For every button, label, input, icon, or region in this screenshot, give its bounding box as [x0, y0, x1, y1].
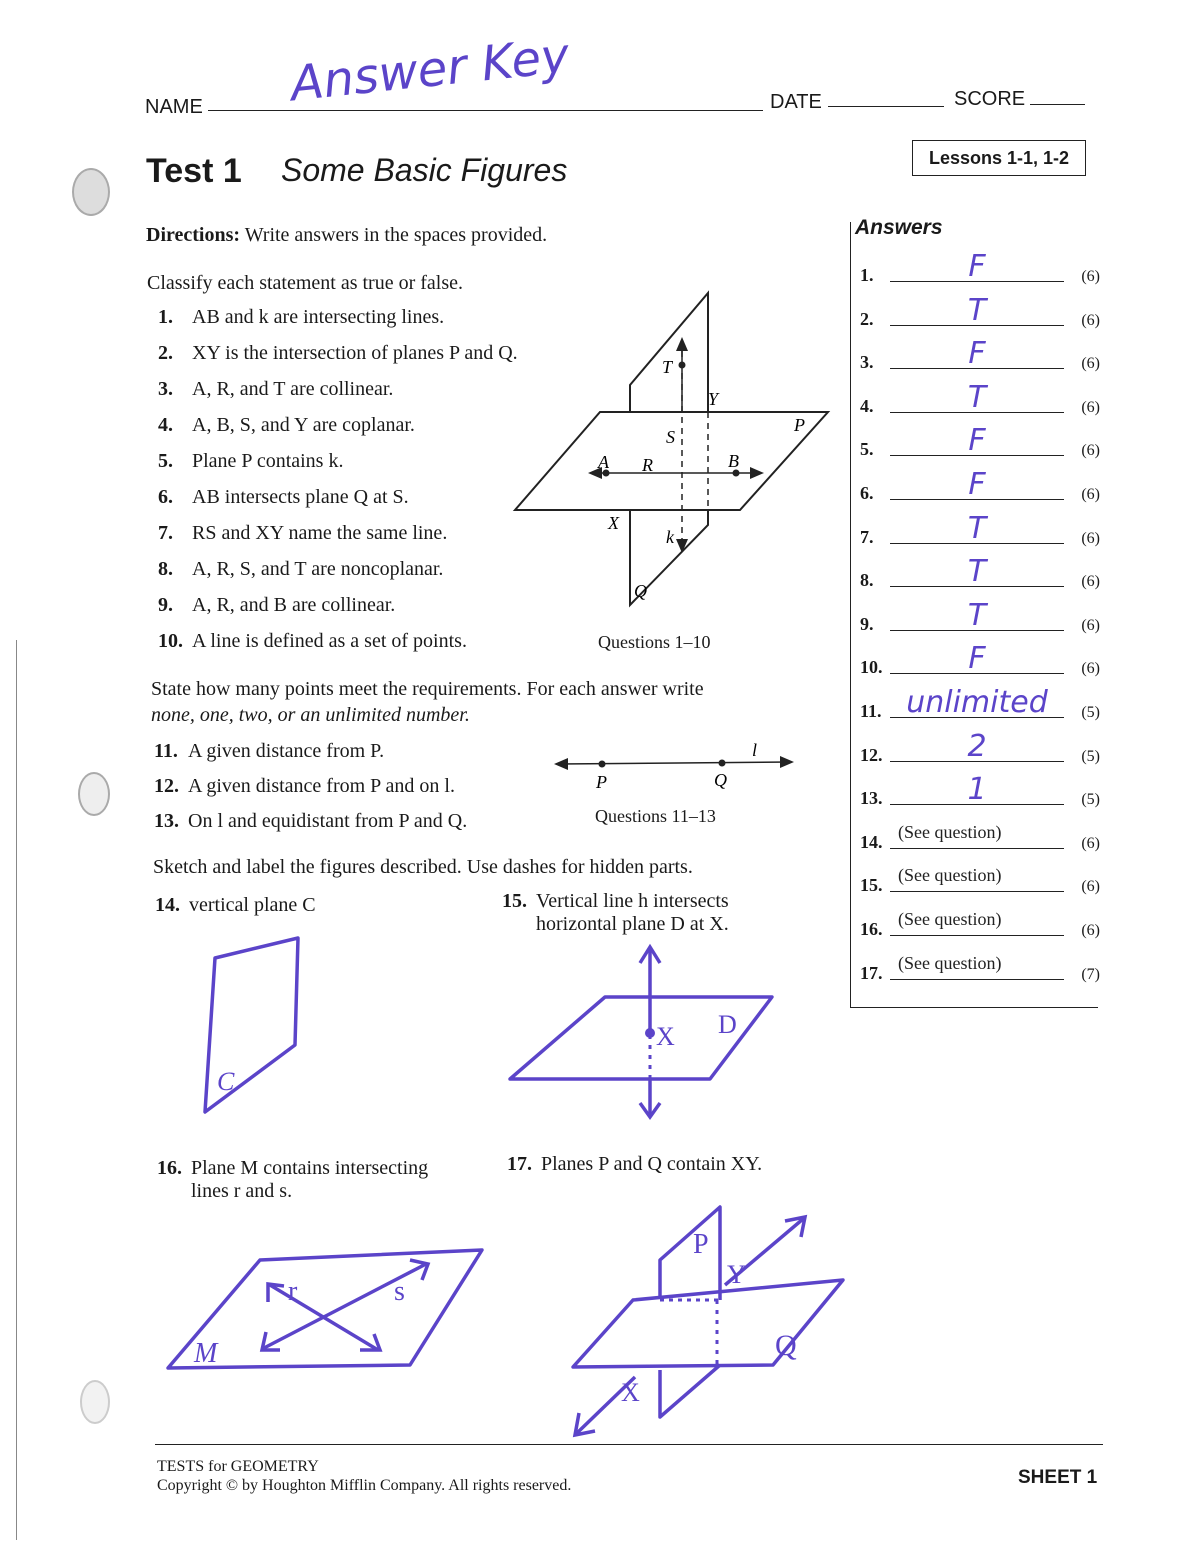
answer-points: (5): [1081, 747, 1100, 765]
answer-points: (6): [1081, 660, 1100, 678]
question-number: 6.: [158, 486, 173, 508]
answer-number: 17.: [860, 962, 883, 983]
figure-planes-pq: [510, 285, 840, 635]
punch-hole-top: [72, 168, 110, 216]
section3-intro: Sketch and label the figures described. Use dashes for hidden parts.: [153, 856, 693, 878]
answers-bottom-rule: [850, 1007, 1098, 1008]
answer-value: (See question): [898, 909, 1002, 929]
answer-row: [860, 952, 1100, 986]
directions-text: Write answers in the spaces provided.: [240, 224, 548, 246]
answer-points: (6): [1081, 922, 1100, 939]
label-s: s: [394, 1276, 405, 1307]
point-q: [719, 760, 726, 767]
sketch-17-planes-pq: [565, 1205, 850, 1445]
figure1-caption: Questions 1–10: [598, 632, 711, 652]
label-q: Q: [634, 581, 647, 601]
answer-row: [860, 772, 1100, 811]
sketch-16-plane-m: [160, 1240, 490, 1380]
question-text-line2: lines r and s.: [191, 1180, 293, 1202]
question-text: On l and equidistant from P and Q.: [188, 810, 468, 832]
label-x: X: [608, 513, 619, 533]
question-number: 12.: [154, 775, 179, 797]
answer-number: 1.: [860, 265, 874, 285]
label-y: Y: [708, 389, 719, 409]
sketch-14-plane-c: [195, 930, 315, 1120]
answer-number: 5.: [860, 439, 874, 460]
question-text-line1: Plane M contains intersecting: [191, 1157, 429, 1179]
answer-row: [860, 685, 1100, 724]
answer-number: 7.: [860, 526, 874, 547]
answers-title: Answers: [855, 216, 943, 239]
answer-points: (6): [1081, 442, 1100, 460]
label-q: Q: [714, 770, 727, 790]
question-number: 2.: [158, 342, 173, 364]
answer-value: T: [967, 554, 987, 590]
point-p: [599, 761, 606, 768]
date-line: [828, 106, 944, 107]
plane-p-upper: [660, 1207, 720, 1300]
name-value: Answer Key: [287, 27, 572, 113]
question-item: [154, 740, 384, 763]
label-x: X: [621, 1378, 640, 1407]
label-d: D: [718, 1010, 737, 1039]
question-text: A, R, S, and T are noncoplanar.: [192, 558, 444, 580]
arrow-ab-right: [750, 467, 764, 479]
date-label: DATE: [770, 91, 822, 113]
answer-value: (See question): [898, 821, 1002, 842]
answer-points: (7): [1081, 965, 1100, 983]
question-14: [155, 894, 316, 917]
answer-value: (See question): [898, 865, 1002, 886]
answer-points: (5): [1081, 704, 1100, 721]
answer-points: (6): [1081, 355, 1100, 373]
question-item: [158, 630, 467, 653]
answer-line: [890, 891, 1064, 892]
answer-value: T: [967, 379, 987, 415]
question-text: A, B, S, and Y are coplanar.: [192, 414, 415, 436]
question-number: 15.: [502, 890, 527, 912]
answer-row: [860, 728, 1100, 768]
answer-points: (6): [1081, 878, 1100, 896]
answer-row: [860, 909, 1100, 942]
question-number: 14.: [155, 894, 180, 916]
label-p: P: [596, 772, 607, 792]
answer-value: unlimited: [906, 685, 1048, 720]
plane-p-lower: [660, 1365, 720, 1417]
section1-intro: Classify each statement as true or false.: [147, 272, 463, 294]
question-number: 1.: [158, 306, 173, 328]
answer-number: 4.: [860, 395, 874, 416]
label-m: M: [194, 1338, 218, 1369]
label-l: l: [752, 740, 758, 760]
score-label: SCORE: [954, 88, 1026, 110]
question-text: A, R, and T are collinear.: [192, 378, 394, 400]
question-item: [158, 342, 518, 365]
label-s: S: [666, 427, 675, 447]
question-text: Planes P and Q contain XY.: [541, 1153, 763, 1175]
sketch-15-plane-d: [500, 935, 790, 1125]
answer-row: [860, 467, 1100, 506]
question-text: A given distance from P.: [188, 740, 385, 762]
answer-points: (6): [1081, 486, 1100, 503]
question-number: 3.: [158, 378, 173, 400]
label-p: P: [693, 1229, 709, 1260]
answer-row: [860, 865, 1100, 898]
question-text: Plane P contains k.: [192, 450, 344, 472]
arrow-l-right: [780, 756, 794, 768]
question-item: [158, 306, 444, 329]
directions: [146, 224, 547, 247]
test-title: Some Basic Figures: [281, 152, 568, 188]
question-item: [158, 378, 393, 401]
answer-number: 10.: [860, 657, 883, 678]
answer-line: [890, 848, 1064, 849]
label-r: r: [288, 1276, 298, 1307]
figure2-caption: Questions 11–13: [595, 806, 716, 826]
question-text: A given distance from P and on l.: [188, 775, 455, 797]
answer-value: F: [968, 467, 986, 502]
question-text-line2: horizontal plane D at X.: [536, 913, 729, 935]
label-k: k: [666, 527, 674, 547]
answer-row: [860, 379, 1100, 419]
answer-row: [860, 510, 1100, 550]
footer-copyright: Copyright © by Houghton Mifflin Company. All rights reserved.: [157, 1477, 572, 1494]
question-17: [507, 1153, 762, 1176]
question-item: [154, 775, 455, 798]
question-number: 4.: [158, 414, 173, 436]
answer-number: 8.: [860, 570, 874, 591]
score-line: [1030, 104, 1085, 105]
answer-row: [860, 597, 1100, 637]
label-q: Q: [775, 1329, 797, 1362]
answer-row: [860, 336, 1100, 375]
question-item: [158, 522, 447, 545]
answer-value: 2: [967, 728, 987, 764]
answer-value: (See question): [898, 952, 1002, 973]
answer-value: F: [968, 249, 986, 284]
answer-value: T: [967, 292, 987, 328]
sheet-number: SHEET 1: [1018, 1467, 1098, 1488]
answer-line: [890, 979, 1064, 980]
answer-points: (6): [1081, 834, 1100, 852]
question-item: [158, 486, 409, 509]
label-y: Y: [727, 1260, 746, 1289]
answer-points: (5): [1081, 791, 1100, 809]
question-number: 8.: [158, 558, 173, 580]
question-text: RS and XY name the same line.: [192, 522, 448, 544]
point-x: [645, 1028, 655, 1038]
lessons-box: Lessons 1-1, 1-2: [912, 140, 1086, 176]
question-number: 9.: [158, 594, 173, 616]
footer-series: TESTS for GEOMETRY: [157, 1458, 319, 1475]
question-number: 16.: [157, 1157, 182, 1179]
section2-intro-line1: State how many points meet the requirements. For each answer write: [151, 678, 704, 700]
answer-number: 11.: [860, 701, 882, 721]
question-text: AB and k are intersecting lines.: [192, 306, 445, 328]
answer-value: F: [968, 423, 986, 459]
label-p: P: [794, 415, 805, 435]
question-15: [502, 890, 729, 936]
question-item: [158, 558, 443, 581]
answer-number: 2.: [860, 308, 874, 329]
answer-number: 15.: [860, 875, 883, 896]
punch-hole-middle: [78, 772, 110, 816]
answer-points: (6): [1081, 573, 1100, 591]
question-item: [158, 414, 415, 437]
question-number: 10.: [158, 630, 183, 652]
plane-q-top: [630, 293, 708, 412]
figure-line-l: [550, 740, 800, 800]
margin-line: [16, 640, 17, 1540]
answer-number: 3.: [860, 352, 874, 373]
name-label: NAME: [145, 96, 203, 118]
answer-points: (6): [1081, 616, 1100, 634]
answer-row: [860, 292, 1100, 332]
label-c: C: [217, 1067, 235, 1096]
answer-row: [860, 423, 1100, 462]
question-text: AB intersects plane Q at S.: [192, 486, 409, 508]
question-item: [154, 810, 467, 833]
answer-points: (6): [1081, 311, 1100, 329]
answer-value: 1: [967, 772, 987, 808]
answer-number: 6.: [860, 483, 874, 503]
answer-row: [860, 249, 1100, 288]
label-t: T: [662, 357, 673, 377]
label-r: R: [642, 455, 653, 475]
directions-label: Directions:: [146, 224, 241, 246]
label-b: B: [728, 451, 739, 471]
answer-value: T: [967, 510, 987, 546]
answer-number: 12.: [860, 744, 883, 765]
question-text-line1: Vertical line h intersects: [536, 890, 729, 912]
point-t: [679, 362, 686, 369]
arrow-k-up: [676, 337, 688, 351]
arrow-l-left: [554, 758, 568, 770]
answer-number: 16.: [860, 919, 883, 939]
answer-value: F: [968, 641, 986, 677]
punch-hole-bottom: [80, 1380, 110, 1424]
question-16: [157, 1157, 428, 1203]
label-a: A: [598, 452, 609, 472]
question-text: vertical plane C: [189, 894, 316, 916]
label-x: X: [656, 1022, 675, 1051]
name-line: [208, 110, 763, 111]
question-number: 5.: [158, 450, 173, 472]
answer-row: [860, 554, 1100, 593]
answer-points: (6): [1081, 268, 1100, 285]
answers-divider: [850, 222, 851, 1008]
question-item: [158, 594, 395, 617]
answer-number: 14.: [860, 831, 883, 852]
question-text: A line is defined as a set of points.: [192, 630, 467, 652]
plane-q: [573, 1280, 843, 1367]
footer-rule: [155, 1444, 1103, 1445]
answer-value: T: [967, 597, 987, 633]
answer-points: (6): [1081, 398, 1100, 416]
question-text: XY is the intersection of planes P and Q.: [192, 342, 518, 364]
answer-row: [860, 641, 1100, 680]
question-number: 7.: [158, 522, 173, 544]
question-number: 13.: [154, 810, 179, 832]
answer-points: (6): [1081, 529, 1100, 547]
answer-number: 9.: [860, 613, 874, 634]
question-number: 17.: [507, 1153, 532, 1175]
question-text: A, R, and B are collinear.: [192, 594, 396, 616]
answer-line: [890, 935, 1064, 936]
test-number: Test 1: [146, 152, 242, 190]
answer-row: [860, 821, 1100, 855]
answer-number: 13.: [860, 788, 883, 809]
line-l: [558, 762, 790, 764]
question-number: 11.: [154, 740, 178, 762]
question-item: [158, 450, 343, 473]
answer-value: F: [968, 336, 986, 372]
section2-intro-line2: none, one, two, or an unlimited number.: [151, 704, 470, 726]
